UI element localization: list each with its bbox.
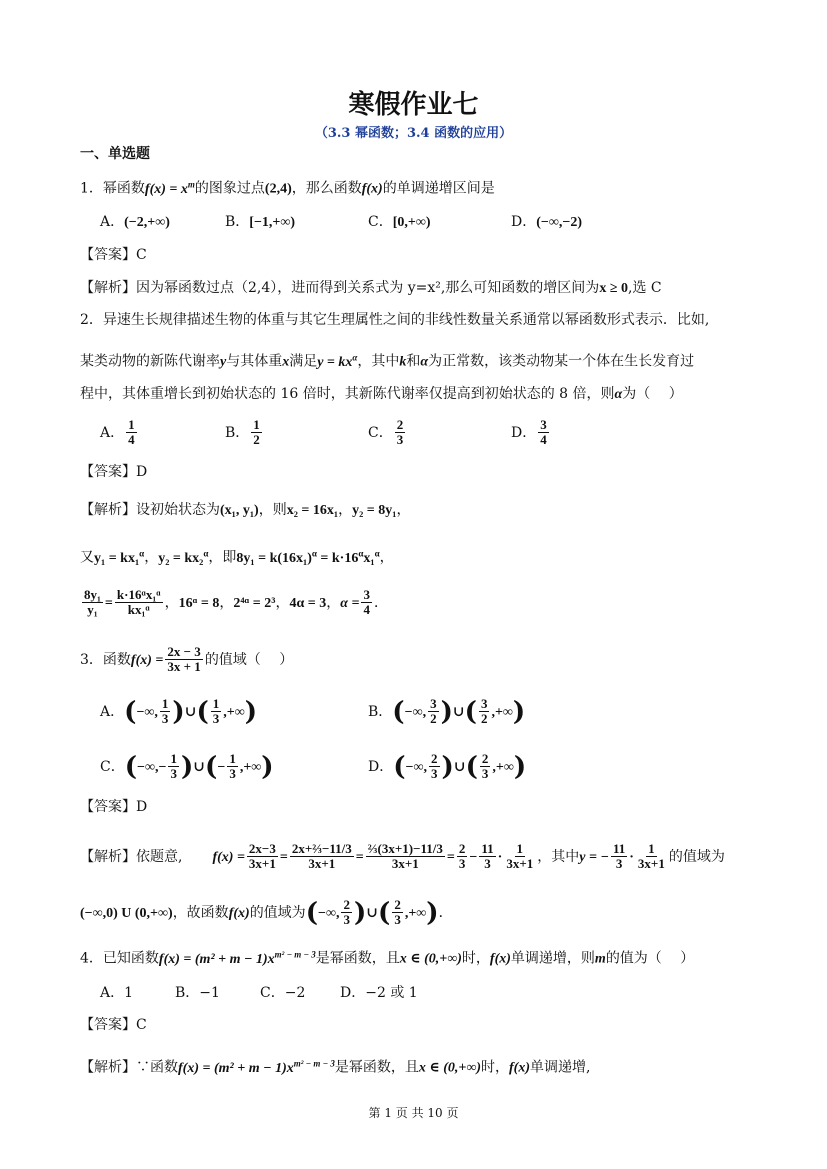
page-title: 寒假作业七	[348, 90, 479, 120]
q3-explanation-1: 【解析】依题意, f(x) = $\frac{2x-3}{3x+1}$ = $\frac{\text{2x+⅔−11/3}}{3x+1}$ = $\frac{\text{⅔(3x+1)−11/3}}{3x+1}$ = $\frac{2}{3}$ − $\frac{11}{3}$ · $\frac{1}{3x+1}$ ，其中y = − $\frac{11}{3}$ · $\frac{1}{3x+1}$ 的值域为	[80, 841, 725, 872]
q4-option-b: B．−1	[175, 985, 220, 1001]
q3-answer: 【答案】D	[80, 799, 148, 815]
q1-point: (2,4)	[264, 181, 292, 197]
q2-option-c: C． $\frac{2}{3}$	[368, 417, 404, 448]
q1-func: $f(x) = x^m$	[144, 179, 195, 197]
q2-stem-line3: 程中，其体重增长到初始状态的 16 倍时，其新陈代谢率仅提高到初始状态的 8 倍，则α为（ ）	[80, 386, 683, 402]
q3-option-a: A．(−∞, $\frac{1}{3}$ )∪( $\frac{1}{3}$ ,+∞)	[100, 696, 258, 727]
q4-option-c: C．−2	[260, 985, 306, 1001]
q1-option-b: B．[−1,+∞)	[225, 214, 296, 230]
q1-stem: 1．幂函数$f(x) = x^m$的图象过点(2,4)，那么函数f(x)的单调递增区间是	[80, 179, 495, 197]
q1-explanation: 【解析】因为幂函数过点（2,4），进而得到关系式为 y=x²,那么可知函数的增区间为x ≥ 0,选 C	[80, 280, 662, 296]
q1-option-c: C．[0,+∞)	[368, 214, 431, 230]
section-heading: 一、单选题	[80, 146, 150, 162]
q1-answer: 【答案】C	[80, 247, 147, 263]
q2-answer: 【答案】D	[80, 464, 148, 480]
q4-option-a: A．1	[100, 985, 134, 1001]
q3-stem: 3．函数f(x) = $\frac{2x - 3}{3x + 1}$ 的值域（ ）	[80, 644, 294, 675]
page-subtitle: （3.3 幂函数；3.4 函数的应用）	[314, 126, 513, 141]
q2-stem-line1: 2．异速生长规律描述生物的体重与其它生理属性之间的非线性数量关系通常以幂函数形式表示．比如,	[80, 312, 710, 328]
q2-option-b: B． $\frac{1}{2}$	[225, 417, 260, 448]
q4-stem: 4．已知函数$f(x) = (m^2 + m - 1)x^{m^2 - m - 3}$是幂函数，且x ∈ (0,+∞)时，f(x)单调递增，则m的值为（ ）	[80, 949, 695, 967]
q4-explanation: 【解析】∵函数$f(x) = (m^2 + m - 1)x^{m^2 - m - 3}$是幂函数，且x ∈ (0,+∞)时，f(x)单调递增,	[80, 1058, 591, 1076]
page-footer: 第 1 页 共 10 页	[368, 1106, 459, 1120]
q2-explanation-1: 【解析】设初始状态为(x₁, y₁)，则x₂ = 16x₁，y₂ = 8y₁，	[80, 502, 411, 518]
q3-option-c: C．(−∞,− $\frac{1}{3}$ )∪(− $\frac{1}{3}$ ,+∞)	[100, 751, 274, 782]
q4-option-d: D．−2 或 1	[340, 985, 418, 1001]
q3-option-d: D．(−∞, $\frac{2}{3}$ )∪( $\frac{2}{3}$ ,+∞)	[368, 751, 527, 782]
q2-option-a: A． $\frac{1}{4}$	[100, 417, 135, 448]
q2-stem-line2: 某类动物的新陈代谢率y与其体重x满足$y = kx^\alpha$，其中k和α为正常数，该类动物某一个体在生长发育过	[80, 352, 695, 370]
q2-explanation-3: $\frac{\text{8y₁}}{\text{y₁}}$ = $\frac{\text{k·16ᵅx₁ᵅ}}{\text{kx₁ᵅ}}$ ，16ᵅ = 8，2⁴ᵅ = 2³，4α = 3，α = $\frac{3}{4}$ ．	[84, 587, 388, 618]
q1-option-a: A．(−2,+∞)	[100, 214, 170, 230]
q1-option-d: D．(−∞,−2)	[511, 214, 582, 230]
q2-option-d: D． $\frac{3}{4}$	[511, 417, 547, 448]
q3-option-b: B．(−∞, $\frac{3}{2}$ )∪( $\frac{3}{2}$ ,+∞)	[368, 696, 526, 727]
q4-answer: 【答案】C	[80, 1017, 147, 1033]
q1-stem-text: 1．幂函数	[80, 180, 145, 197]
q2-explanation-2: 又y₁ = kx₁$^\alpha$，y₂ = kx₂$^\alpha$，即$8y_1 = k(16x_1)^\alpha = k\cdot 16^\alpha x_1^\alpha$，	[80, 548, 394, 566]
q3-explanation-2: (−∞,0) U (0,+∞)，故函数f(x)的值域为(−∞, $\frac{2}{3}$ )∪( $\frac{2}{3}$ ,+∞)．	[80, 897, 453, 928]
